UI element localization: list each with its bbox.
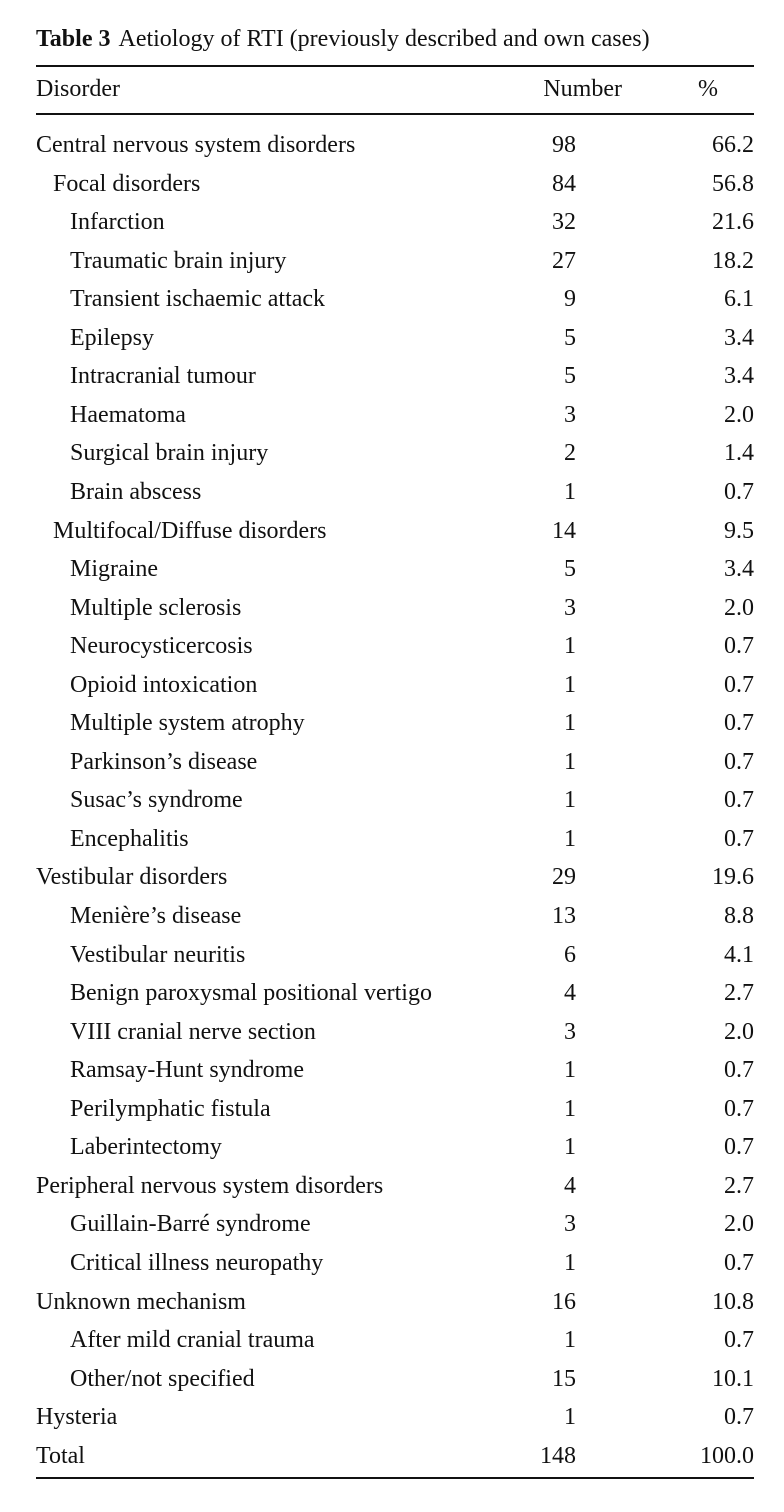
row-number: 1 bbox=[564, 1249, 576, 1276]
row-percent: 3.4 bbox=[724, 363, 754, 390]
table-row bbox=[36, 1437, 754, 1475]
row-percent: 3.4 bbox=[724, 324, 754, 351]
row-disorder: Peripheral nervous system disorders bbox=[36, 1172, 384, 1199]
row-disorder: Opioid intoxication bbox=[70, 671, 258, 698]
table-row bbox=[36, 434, 754, 472]
row-disorder: Haematoma bbox=[70, 401, 186, 428]
row-number: 3 bbox=[564, 1211, 576, 1238]
table-row bbox=[36, 897, 754, 935]
row-percent: 10.1 bbox=[712, 1365, 754, 1392]
table-caption-label: Table 3 bbox=[36, 26, 111, 52]
top-rule bbox=[36, 65, 754, 67]
row-percent: 2.0 bbox=[724, 401, 754, 428]
table-row bbox=[36, 165, 754, 203]
table-row bbox=[36, 1013, 754, 1051]
header-disorder: Disorder bbox=[36, 76, 120, 102]
header-percent: % bbox=[698, 76, 718, 102]
row-disorder: Total bbox=[36, 1442, 85, 1469]
row-disorder: VIII cranial nerve section bbox=[70, 1018, 316, 1045]
row-disorder: Menière’s disease bbox=[70, 903, 242, 929]
row-percent: 0.7 bbox=[724, 633, 754, 660]
row-number: 1 bbox=[564, 478, 576, 505]
row-disorder: Guillain-Barré syndrome bbox=[70, 1211, 311, 1238]
row-percent: 0.7 bbox=[724, 748, 754, 775]
table-row bbox=[36, 319, 754, 357]
table-row bbox=[36, 203, 754, 241]
row-number: 1 bbox=[564, 1057, 576, 1084]
row-number: 3 bbox=[564, 594, 576, 621]
table-row bbox=[36, 858, 754, 896]
table-row bbox=[36, 1128, 754, 1166]
row-percent: 8.8 bbox=[724, 903, 754, 929]
row-number: 32 bbox=[552, 209, 576, 236]
table-row bbox=[36, 550, 754, 588]
row-percent: 3.4 bbox=[724, 556, 754, 583]
row-disorder: Multiple sclerosis bbox=[70, 594, 242, 621]
table-row bbox=[36, 1051, 754, 1089]
row-number: 15 bbox=[552, 1365, 576, 1392]
row-number: 1 bbox=[564, 633, 576, 660]
row-disorder: Multiple system atrophy bbox=[70, 710, 305, 737]
row-number: 1 bbox=[564, 671, 576, 698]
row-number: 5 bbox=[564, 324, 576, 351]
row-disorder: Unknown mechanism bbox=[36, 1288, 246, 1315]
row-number: 148 bbox=[540, 1442, 576, 1469]
row-percent: 6.1 bbox=[724, 286, 754, 313]
table-row bbox=[36, 743, 754, 781]
row-disorder: Traumatic brain injury bbox=[70, 247, 287, 274]
row-percent: 100.0 bbox=[700, 1442, 754, 1469]
table-row bbox=[36, 1167, 754, 1205]
row-disorder: Multifocal/Diffuse disorders bbox=[53, 517, 327, 544]
row-disorder: Surgical brain injury bbox=[70, 440, 269, 467]
row-percent: 2.7 bbox=[724, 980, 754, 1007]
row-disorder: Ramsay-Hunt syndrome bbox=[70, 1057, 304, 1084]
row-disorder: Vestibular disorders bbox=[36, 864, 228, 891]
row-number: 98 bbox=[552, 132, 576, 158]
table-row bbox=[36, 280, 754, 318]
row-disorder: After mild cranial trauma bbox=[70, 1327, 315, 1354]
row-number: 1 bbox=[564, 1095, 576, 1122]
row-percent: 2.0 bbox=[724, 1211, 754, 1238]
row-disorder: Intracranial tumour bbox=[70, 363, 256, 390]
table-row bbox=[36, 781, 754, 819]
table-row bbox=[36, 242, 754, 280]
table-row bbox=[36, 357, 754, 395]
table-caption-text: Aetiology of RTI (previously described and own cases) bbox=[118, 26, 650, 52]
table-row bbox=[36, 820, 754, 858]
row-disorder: Focal disorders bbox=[53, 170, 201, 197]
row-disorder: Susac’s syndrome bbox=[70, 787, 243, 814]
row-percent: 21.6 bbox=[712, 209, 754, 236]
row-disorder: Transient ischaemic attack bbox=[70, 286, 326, 313]
row-number: 29 bbox=[552, 864, 576, 891]
bottom-rule bbox=[36, 1477, 754, 1479]
row-percent: 56.8 bbox=[712, 170, 754, 197]
row-disorder: Infarction bbox=[70, 209, 165, 236]
row-number: 1 bbox=[564, 1134, 576, 1161]
row-percent: 0.7 bbox=[724, 1404, 754, 1431]
row-percent: 9.5 bbox=[724, 517, 754, 544]
row-percent: 0.7 bbox=[724, 478, 754, 505]
table-row bbox=[36, 126, 754, 164]
row-number: 2 bbox=[564, 440, 576, 467]
table-row bbox=[36, 396, 754, 434]
table-row bbox=[36, 1321, 754, 1359]
row-number: 1 bbox=[564, 825, 576, 852]
header-rule bbox=[36, 113, 754, 115]
row-disorder: Laberintectomy bbox=[70, 1134, 222, 1161]
row-number: 3 bbox=[564, 1018, 576, 1045]
row-number: 1 bbox=[564, 787, 576, 814]
row-number: 6 bbox=[564, 941, 576, 968]
row-disorder: Other/not specified bbox=[70, 1365, 255, 1392]
row-percent: 0.7 bbox=[724, 825, 754, 852]
row-disorder: Parkinson’s disease bbox=[70, 748, 258, 775]
table-row bbox=[36, 627, 754, 665]
table-row bbox=[36, 974, 754, 1012]
row-number: 14 bbox=[552, 517, 576, 544]
table-row bbox=[36, 704, 754, 742]
table-row bbox=[36, 936, 754, 974]
table-row bbox=[36, 1398, 754, 1436]
row-disorder: Critical illness neuropathy bbox=[70, 1249, 324, 1276]
row-percent: 0.7 bbox=[724, 710, 754, 737]
row-disorder: Perilymphatic fistula bbox=[70, 1095, 271, 1122]
row-percent: 0.7 bbox=[724, 1327, 754, 1354]
row-disorder: Benign paroxysmal positional vertigo bbox=[70, 980, 432, 1007]
row-number: 16 bbox=[552, 1288, 576, 1315]
row-percent: 0.7 bbox=[724, 787, 754, 814]
row-number: 4 bbox=[564, 1172, 576, 1199]
row-disorder: Epilepsy bbox=[70, 324, 154, 351]
row-percent: 2.0 bbox=[724, 594, 754, 621]
row-disorder: Hysteria bbox=[36, 1404, 118, 1431]
header-number: Number bbox=[543, 76, 622, 102]
table-row bbox=[36, 512, 754, 550]
table-row bbox=[36, 589, 754, 627]
row-disorder: Central nervous system disorders bbox=[36, 132, 356, 158]
row-number: 9 bbox=[564, 286, 576, 313]
row-number: 3 bbox=[564, 401, 576, 428]
table-row bbox=[36, 666, 754, 704]
row-disorder: Encephalitis bbox=[70, 825, 189, 852]
row-percent: 19.6 bbox=[712, 864, 754, 891]
row-percent: 0.7 bbox=[724, 1095, 754, 1122]
table-row bbox=[36, 473, 754, 511]
row-number: 1 bbox=[564, 710, 576, 737]
row-number: 5 bbox=[564, 363, 576, 390]
row-disorder: Vestibular neuritis bbox=[70, 941, 246, 968]
row-percent: 4.1 bbox=[724, 941, 754, 968]
table-header-row bbox=[36, 70, 754, 108]
row-number: 84 bbox=[552, 170, 576, 197]
row-percent: 0.7 bbox=[724, 1134, 754, 1161]
row-number: 5 bbox=[564, 556, 576, 583]
table-row bbox=[36, 1244, 754, 1282]
row-percent: 66.2 bbox=[712, 132, 754, 158]
row-number: 1 bbox=[564, 748, 576, 775]
table-row bbox=[36, 1090, 754, 1128]
table-row bbox=[36, 1283, 754, 1321]
table-row bbox=[36, 1205, 754, 1243]
row-disorder: Neurocysticercosis bbox=[70, 633, 253, 660]
row-percent: 0.7 bbox=[724, 1057, 754, 1084]
row-number: 1 bbox=[564, 1327, 576, 1354]
row-percent: 0.7 bbox=[724, 1249, 754, 1276]
row-disorder: Brain abscess bbox=[70, 478, 202, 505]
row-percent: 10.8 bbox=[712, 1288, 754, 1315]
row-number: 4 bbox=[564, 980, 576, 1007]
row-percent: 18.2 bbox=[712, 247, 754, 274]
table-row bbox=[36, 1360, 754, 1398]
row-number: 1 bbox=[564, 1404, 576, 1431]
row-percent: 2.7 bbox=[724, 1172, 754, 1199]
row-percent: 0.7 bbox=[724, 671, 754, 698]
row-number: 13 bbox=[552, 903, 576, 929]
row-disorder: Migraine bbox=[70, 556, 158, 583]
row-percent: 2.0 bbox=[724, 1018, 754, 1045]
table-caption bbox=[36, 22, 650, 56]
row-number: 27 bbox=[552, 247, 576, 274]
row-percent: 1.4 bbox=[724, 440, 754, 467]
